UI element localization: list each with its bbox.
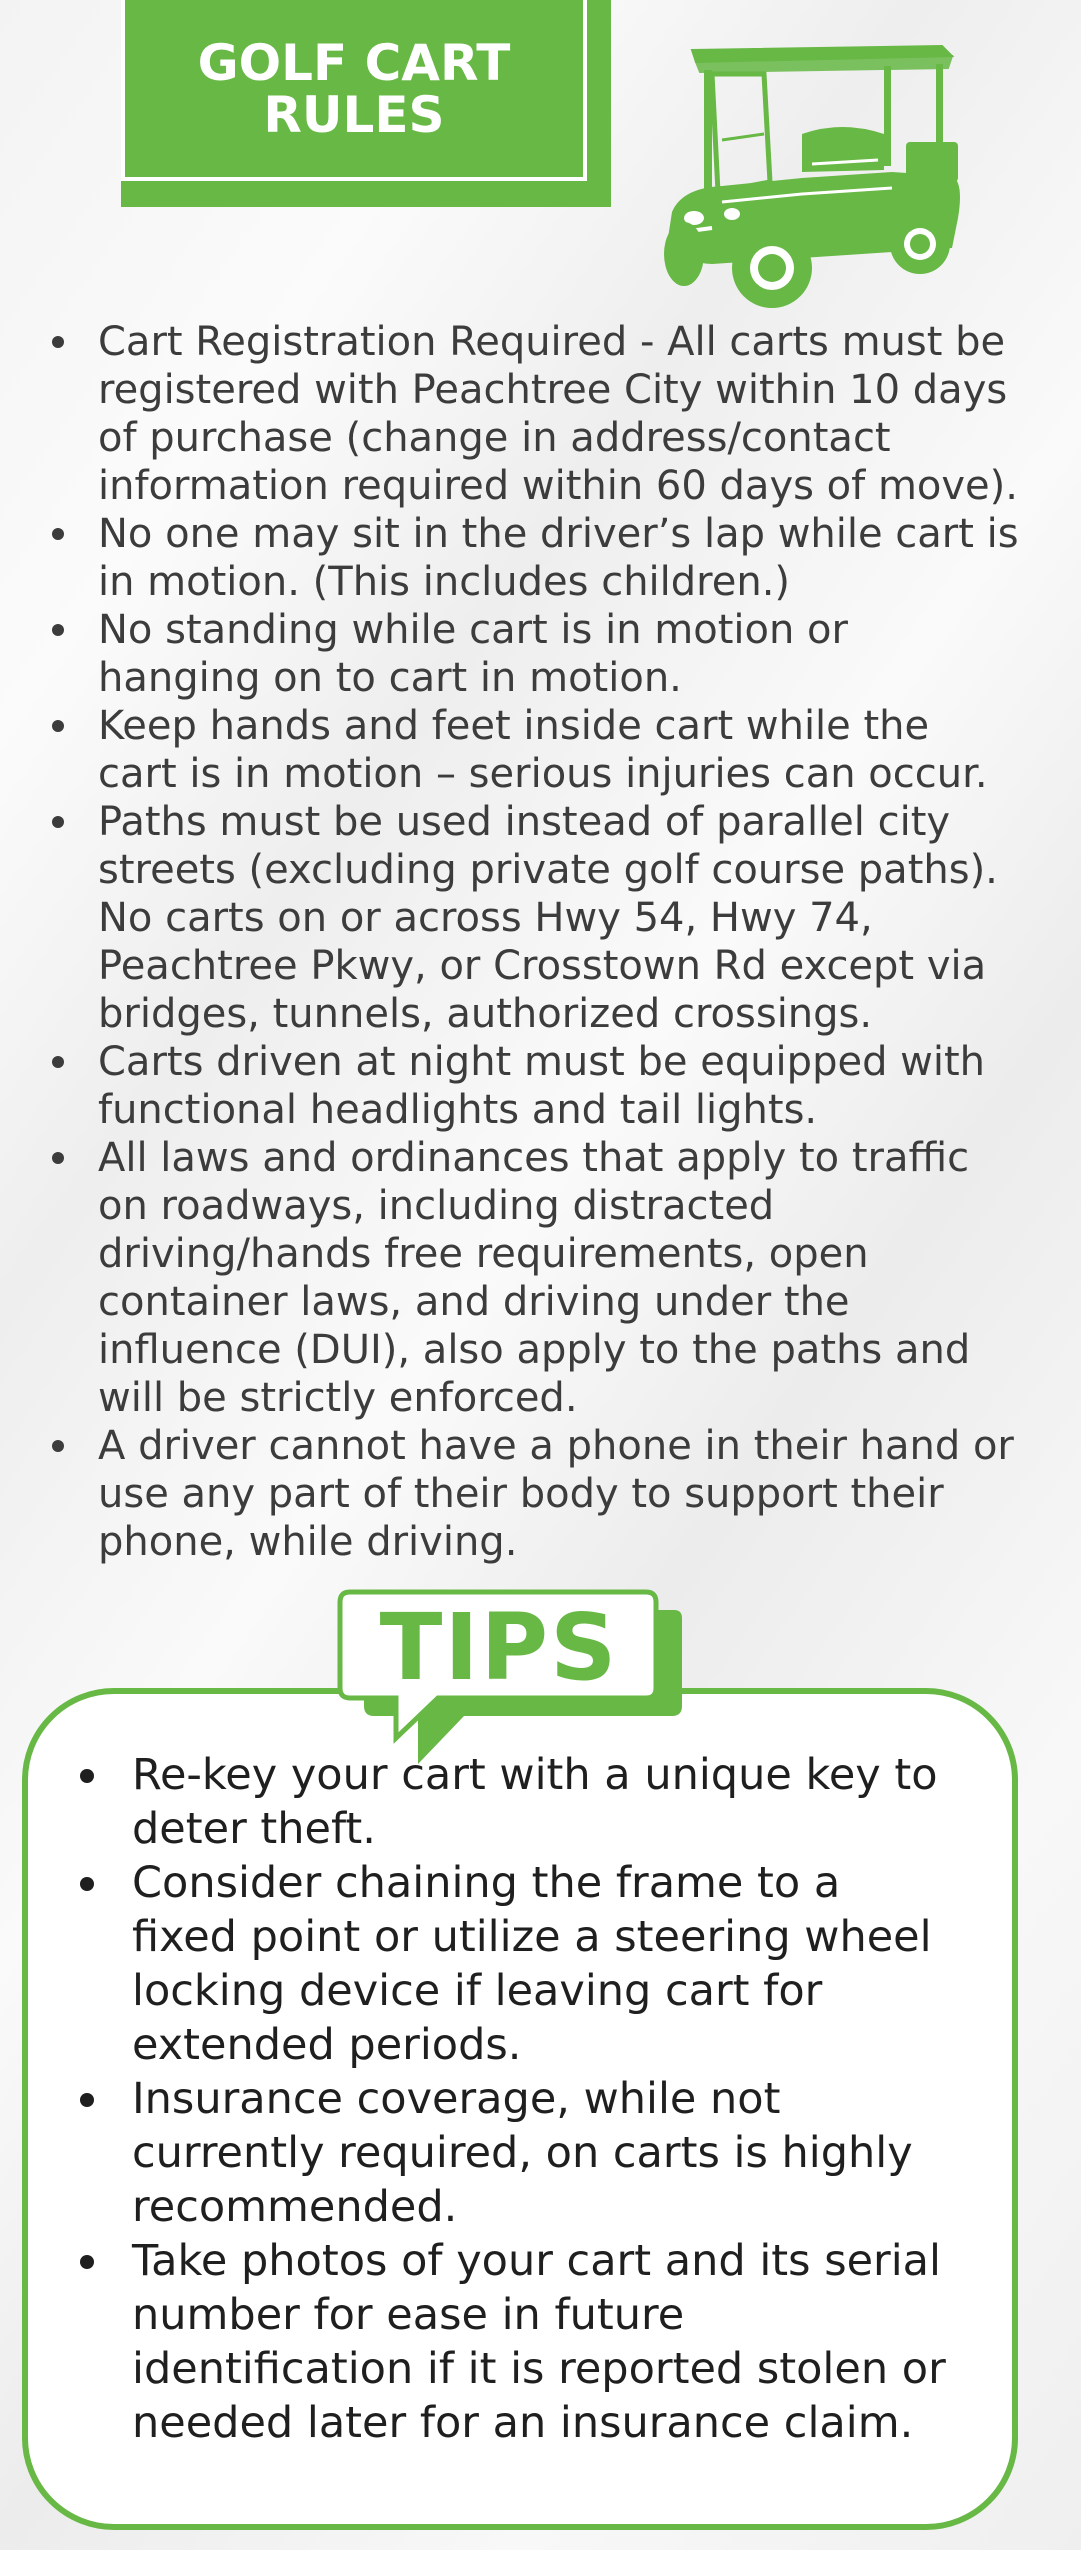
rules-list	[46, 318, 1036, 1566]
list-item-line: registered with Peachtree City within 10 days	[98, 367, 1008, 413]
list-item	[46, 1038, 1036, 1134]
list-item	[46, 1422, 1036, 1566]
list-item	[46, 510, 1036, 606]
list-item-line: No standing while cart is in motion or	[98, 607, 848, 653]
list-item-line: recommended.	[132, 2182, 458, 2232]
bullet-icon	[80, 2255, 94, 2269]
list-item-line: cart is in motion – serious injuries can occur.	[98, 751, 988, 797]
title-banner	[121, 0, 587, 181]
list-item-line: bridges, tunnels, authorized crossings.	[98, 991, 873, 1037]
list-item-line: fixed point or utilize a steering wheel	[132, 1912, 932, 1962]
bullet-icon	[52, 720, 64, 732]
list-item-line: deter theft.	[132, 1804, 376, 1854]
list-item-line: Cart Registration Required - All carts must be	[98, 319, 1006, 365]
list-item-line: use any part of their body to support their	[98, 1471, 944, 1517]
bullet-icon	[52, 624, 64, 636]
list-item-line: No carts on or across Hwy 54, Hwy 74,	[98, 895, 873, 941]
list-item-line: extended periods.	[132, 2020, 522, 2070]
list-item-line: will be strictly enforced.	[98, 1375, 578, 1421]
list-item-line: Re-key your cart with a unique key to	[132, 1750, 938, 1800]
list-item-line: functional headlights and tail lights.	[98, 1087, 818, 1133]
list-item	[46, 606, 1036, 702]
list-item	[70, 2072, 990, 2234]
list-item-line: hanging on to cart in motion.	[98, 655, 682, 701]
list-item-line: No one may sit in the driver’s lap while cart is	[98, 511, 1019, 557]
list-item-line: Peachtree Pkwy, or Crosstown Rd except via	[98, 943, 987, 989]
bullet-icon	[52, 336, 64, 348]
list-item-line: influence (DUI), also apply to the paths and	[98, 1327, 971, 1373]
list-item	[70, 1748, 990, 1856]
list-item-line: Carts driven at night must be equipped with	[98, 1039, 986, 1085]
tips-list	[70, 1748, 990, 2450]
bullet-icon	[52, 1440, 64, 1452]
list-item-line: streets (excluding private golf course paths).	[98, 847, 998, 893]
list-item-line: All laws and ordinances that apply to traffic	[98, 1135, 970, 1181]
list-item-line: currently required, on carts is highly	[132, 2128, 913, 2178]
list-item-line: driving/hands free requirements, open	[98, 1231, 869, 1277]
list-item	[46, 1134, 1036, 1422]
list-item-line: Paths must be used instead of parallel city	[98, 799, 951, 845]
bullet-icon	[80, 1877, 94, 1891]
list-item-line: number for ease in future	[132, 2290, 685, 2340]
bullet-icon	[52, 816, 64, 828]
tips-title: TIPS	[379, 1593, 619, 1701]
title-line-1: GOLF CART	[197, 33, 511, 92]
list-item	[70, 1856, 990, 2072]
list-item-line: A driver cannot have a phone in their hand or	[98, 1423, 1014, 1469]
bullet-icon	[52, 1152, 64, 1164]
list-item-line: Consider chaining the frame to a	[132, 1858, 841, 1908]
title-line-2: RULES	[263, 85, 445, 144]
bullet-icon	[52, 528, 64, 540]
list-item-line: needed later for an insurance claim.	[132, 2398, 914, 2448]
list-item-line: Take photos of your cart and its serial	[132, 2236, 941, 2286]
list-item-line: phone, while driving.	[98, 1519, 518, 1565]
list-item-line: container laws, and driving under the	[98, 1279, 850, 1325]
list-item-line: of purchase (change in address/contact	[98, 415, 891, 461]
bullet-icon	[80, 2093, 94, 2107]
list-item-line: information required within 60 days of move).	[98, 463, 1018, 509]
list-item-line: Insurance coverage, while not	[132, 2074, 781, 2124]
list-item-line: locking device if leaving cart for	[132, 1966, 823, 2016]
list-item	[46, 798, 1036, 1038]
list-item-line: Keep hands and feet inside cart while the	[98, 703, 930, 749]
list-item	[46, 702, 1036, 798]
list-item	[70, 2234, 990, 2450]
bullet-icon	[80, 1769, 94, 1783]
bullet-icon	[52, 1056, 64, 1068]
list-item	[46, 318, 1036, 510]
list-item-line: identification if it is reported stolen or	[132, 2344, 946, 2394]
list-item-line: in motion. (This includes children.)	[98, 559, 791, 605]
golf-cart-icon	[652, 42, 982, 314]
list-item-line: on roadways, including distracted	[98, 1183, 775, 1229]
